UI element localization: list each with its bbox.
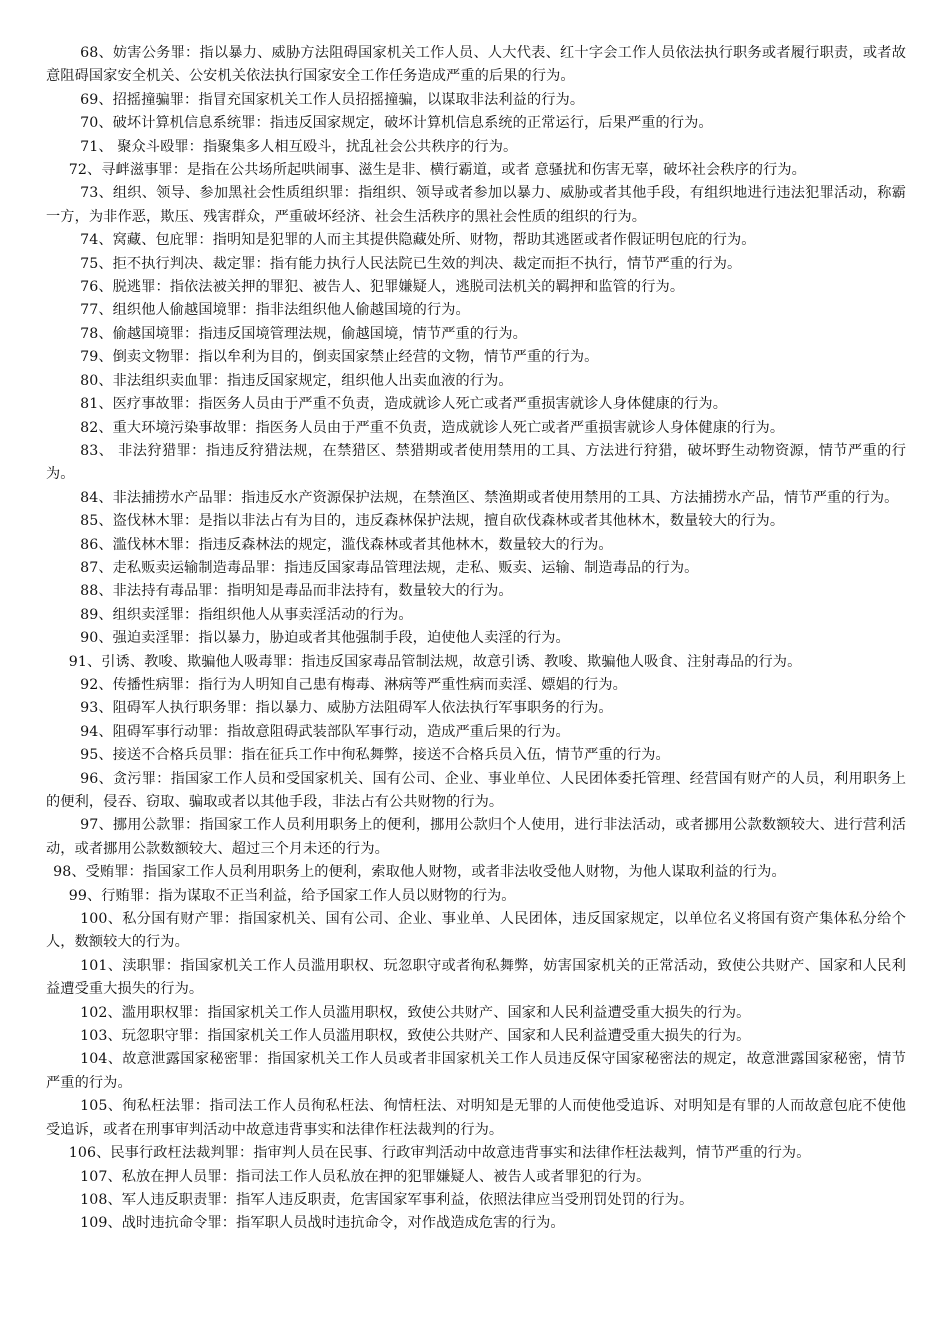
entry-78: 78、偷越国境罪：指违反国境管理法规，偷越国境，情节严重的行为。 (80, 325, 527, 342)
entry-84: 84、非法捕捞水产品罪：指违反水产资源保护法规，在禁渔区、禁渔期或者使用禁用的工具、方法捕捞水产品，情节严重的行为。 (80, 489, 899, 506)
entry-104: 104、故意泄露国家秘密罪：指国家机关工作人员或者非国家机关工作人员违反保守国家秘密法的规定，故意泄露国家秘密，情节严重的行为。 (46, 1051, 906, 1091)
entry-87: 87、走私贩卖运输制造毒品罪：指违反国家毒品管理法规，走私、贩卖、运输、制造毒品的行为。 (80, 559, 699, 576)
entry-85: 85、盗伐林木罪：是指以非法占有为目的，违反森林保护法规，擅自砍伐森林或者其他林木，数量较大的行为。 (80, 513, 785, 530)
entry-108: 108、军人违反职责罪：指军人违反职责，危害国家军事利益，依照法律应当受刑罚处罚的行为。 (80, 1191, 694, 1208)
entry-74: 74、窝藏、包庇罪：指明知是犯罪的人而主其提供隐藏处所、财物，帮助其逃匿或者作假证明包庇的行为。 (80, 232, 756, 249)
entry-103: 103、玩忽职守罪：指国家机关工作人员滥用职权，致使公共财产、国家和人民利益遭受重大损失的行为。 (80, 1028, 751, 1045)
entry-109: 109、战时违抗命令罪：指军职人员战时违抗命令，对作战造成危害的行为。 (80, 1215, 565, 1232)
entry-77: 77、组织他人偷越国境罪：指非法组织他人偷越国境的行为。 (80, 302, 470, 319)
entry-98: 98、受贿罪：指国家工作人员利用职务上的便利，索取他人财物，或者非法收受他人财物，为他人谋取利益的行为。 (53, 864, 786, 881)
entry-82: 82、重大环境污染事故罪：指医务人员由于严重不负责，造成就诊人死亡或者严重损害就诊人身体健康的行为。 (80, 419, 785, 436)
entry-101: 101、渎职罪：指国家机关工作人员滥用职权、玩忽职守或者徇私舞弊，妨害国家机关的正常活动，致使公共财产、国家和人民利益遭受重大损失的行为。 (46, 957, 906, 998)
entry-88: 88、非法持有毒品罪：指明知是毒品而非法持有，数量较大的行为。 (80, 583, 513, 600)
entry-106: 106、民事行政枉法裁判罪：指审判人员在民事、行政审判活动中故意违背事实和法律作枉法裁判，情节严重的行为。 (68, 1145, 811, 1162)
entry-93: 93、阻碍军人执行职务罪：指以暴力、威胁方法阻碍军人依法执行军事职务的行为。 (80, 700, 613, 717)
entry-105: 105、徇私枉法罪：指司法工作人员徇私枉法、徇情枉法、对明知是无罪的人而使他受追诉、对明知是有罪的人而故意包庇不使他受追诉，或者在刑事审判活动中故意违背事实和法律作枉法裁判的行为。 (46, 1098, 906, 1138)
entry-69: 69、招摇撞骗罪：指冒充国家机关工作人员招摇撞骗，以谋取非法利益的行为。 (80, 91, 585, 108)
entry-83: 83、 非法狩猎罪：指违反狩猎法规，在禁猎区、禁猎期或者使用禁用的工具、方法进行狩猎，破坏野生动物资源，情节严重的行为。 (46, 442, 906, 483)
entry-79: 79、倒卖文物罪：指以牟利为目的，倒卖国家禁止经营的文物，情节严重的行为。 (80, 349, 599, 366)
entry-73: 73、组织、领导、参加黑社会性质组织罪：指组织、领导或者参加以暴力、威胁或者其他手段，有组织地进行违法犯罪活动，称霸一方，为非作恶，欺压、残害群众，严重破坏经济、社会生活秩序的黑社会性质的组织的行为。 (46, 185, 906, 225)
entry-76: 76、脱逃罪：指依法被关押的罪犯、被告人、犯罪嫌疑人，逃脱司法机关的羁押和监管的行为。 (80, 279, 685, 296)
entry-90: 90、强迫卖淫罪：指以暴力，胁迫或者其他强制手段，迫使他人卖淫的行为。 (80, 630, 570, 647)
entry-72: 72、寻衅滋事罪：是指在公共场所起哄闹事、滋生是非、横行霸道，或者 意骚扰和伤害无辜，破坏社会秩序的行为。 (68, 162, 806, 179)
entry-68: 68、妨害公务罪：指以暴力、威胁方法阻碍国家机关工作人员、人大代表、红十字会工作人员依法执行职务或者履行职责，或者故意阻碍国家安全机关、公安机关依法执行国家安全工作任务造成严重的后果的行为。 (46, 45, 906, 85)
entry-70: 70、破坏计算机信息系统罪：指违反国家规定，破坏计算机信息系统的正常运行，后果严重的行为。 (80, 115, 713, 132)
entry-100: 100、私分国有财产罪：指国家机关、国有公司、企业、事业单、人民团体，违反国家规定，以单位名义将国有资产集体私分给个人，数额较大的行为。 (46, 911, 906, 951)
entry-75: 75、拒不执行判决、裁定罪：指有能力执行人民法院已生效的判决、裁定而拒不执行，情节严重的行为。 (80, 255, 742, 272)
entry-89: 89、组织卖淫罪：指组织他人从事卖淫活动的行为。 (80, 606, 413, 623)
entry-96: 96、贪污罪：指国家工作人员和受国家机关、国有公司、企业、事业单位、人民团体委托管理、经营国有财产的人员，利用职务上的便利，侵吞、窃取、骗取或者以其他手段，非法占有公共财物的行为。 (46, 770, 906, 810)
entry-86: 86、滥伐林木罪：指违反森林法的规定，滥伐森林或者其他林木，数量较大的行为。 (80, 536, 613, 553)
entry-102: 102、滥用职权罪：指国家机关工作人员滥用职权，致使公共财产、国家和人民利益遭受重大损失的行为。 (80, 1004, 751, 1021)
entry-71: 71、 聚众斗殴罪：指聚集多人相互殴斗，扰乱社会公共秩序的行为。 (80, 138, 518, 155)
entry-91: 91、引诱、教唆、欺骗他人吸毒罪：指违反国家毒品管制法规，故意引诱、教唆、欺骗他人吸食、注射毒品的行为。 (68, 653, 802, 670)
entry-95: 95、接送不合格兵员罪：指在征兵工作中徇私舞弊，接送不合格兵员入伍，情节严重的行为。 (80, 747, 670, 764)
entry-107: 107、私放在押人员罪：指司法工作人员私放在押的犯罪嫌疑人、被告人或者罪犯的行为。 (80, 1168, 651, 1185)
entry-92: 92、传播性病罪：指行为人明知自己患有梅毒、淋病等严重性病而卖淫、嫖娼的行为。 (80, 676, 627, 693)
entry-97: 97、挪用公款罪：指国家工作人员利用职务上的便利，挪用公款归个人使用，进行非法活动，或者挪用公款数额较大、进行营利活动，或者挪用公款数额较大、超过三个月未还的行为。 (46, 817, 906, 857)
entry-80: 80、非法组织卖血罪：指违反国家规定，组织他人出卖血液的行为。 (80, 372, 513, 389)
entry-81: 81、医疗事故罪：指医务人员由于严重不负责，造成就诊人死亡或者严重损害就诊人身体健康的行为。 (80, 396, 727, 413)
entry-99: 99、行贿罪：指为谋取不正当利益，给予国家工作人员以财物的行为。 (68, 887, 516, 904)
entry-94: 94、阻碍军事行动罪：指故意阻碍武装部队军事行动，造成严重后果的行为。 (80, 723, 570, 740)
